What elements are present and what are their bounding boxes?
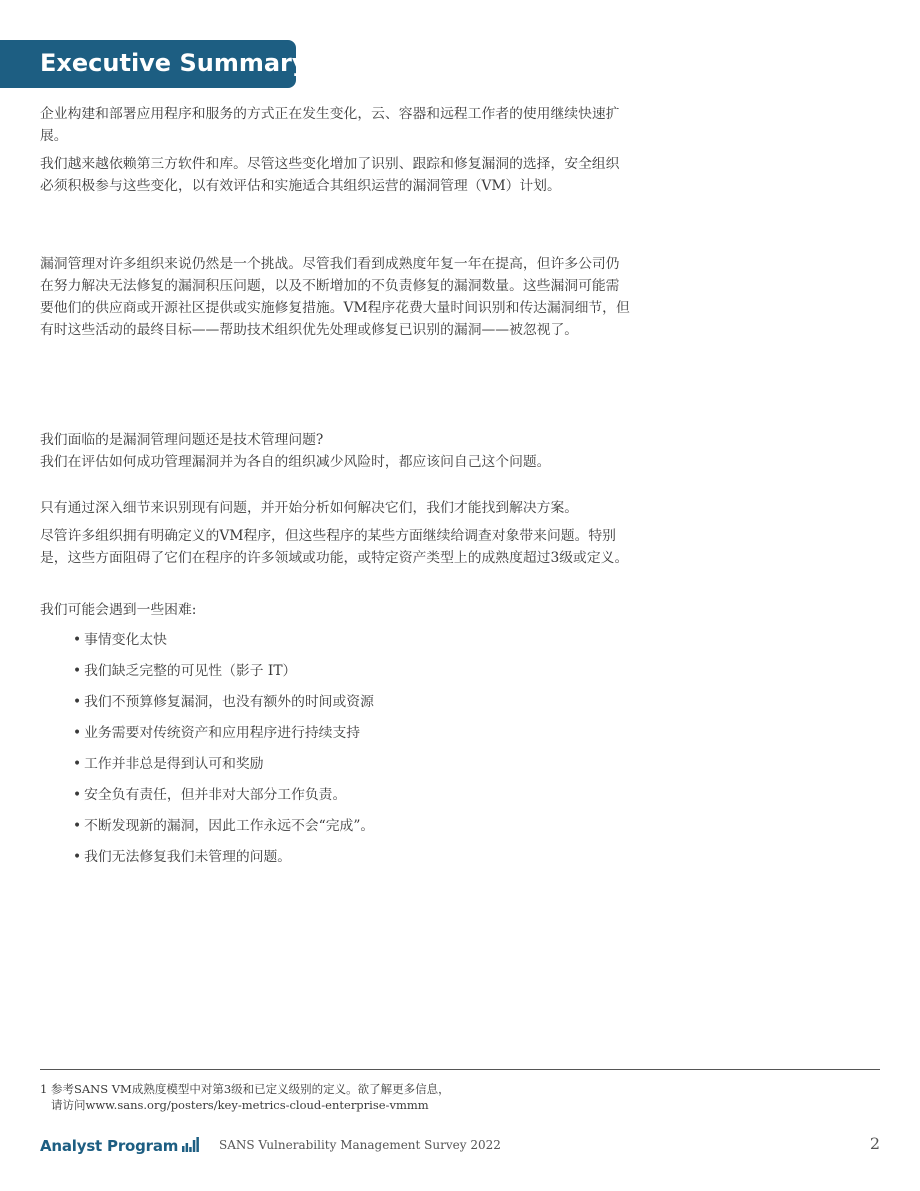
list-item: • 我们缺乏完整的可见性（影子 IT） [73,660,632,691]
paragraph: 我们在评估如何成功管理漏洞并为各自的组织减少风险时，都应该问自己这个问题。 [40,454,551,470]
page-number: 2 [869,1134,880,1153]
paragraph: 企业构建和部署应用程序和服务的方式正在发生变化，云、容器和远程工作者的使用继续快速扩展。 [40,106,620,144]
difficulty-list [40,629,632,877]
list-item: • 我们不预算修复漏洞，也没有额外的时间或资源 [73,691,632,722]
list-item: • 业务需要对传统资产和应用程序进行持续支持 [73,722,632,753]
brand-name: Analyst Program [40,1137,179,1155]
footnote-divider [40,1069,880,1070]
footer-brand [40,1133,199,1155]
paragraph: 漏洞管理对许多组织来说仍然是一个挑战。尽管我们看到成熟度年复一年在提高，但许多公司仍在努力解决无法修复的漏洞积压问题，以及不断增加的不负责修复的漏洞数量。这些漏洞可能需要他们的供应商或开源社区提供或实施修复措施。VM程序花费大量时间识别和传达漏洞细节，但有时这些活动的最终目标——帮助技术组织优先处理或修复已识别的漏洞——被忽视了。 [40,256,630,338]
footer-survey-title: SANS Vulnerability Management Survey 2022 [219,1138,501,1152]
section-banner [0,40,308,88]
list-item: • 我们无法修复我们未管理的问题。 [73,846,632,877]
footnote-line: 1 参考SANS VM成熟度模型中对第3级和已定义级别的定义。欲了解更多信息， [40,1082,450,1096]
paragraph: 我们面临的是漏洞管理问题还是技术管理问题? [40,432,324,448]
paragraph: 尽管许多组织拥有明确定义的VM程序，但这些程序的某些方面继续给调查对象带来问题。特别是，这些方面阻碍了它们在程序的许多领域或功能，或特定资产类型上的成熟度超过3级或定义。 [40,528,629,566]
section-title: Executive Summary [40,49,308,77]
body-content [40,103,632,877]
footnote-line: 请访问www.sans.org/posters/key-metrics-cloud-enterprise-vmmm [51,1098,429,1112]
list-item: • 安全负有责任，但并非对大部分工作负责。 [73,784,632,815]
list-item: • 事情变化太快 [73,629,632,660]
list-item: • 工作并非总是得到认可和奖励 [73,753,632,784]
paragraph: 我们越来越依赖第三方软件和库。尽管这些变化增加了识别、跟踪和修复漏洞的选择，安全组织必须积极参与这些变化，以有效评估和实施适合其组织运营的漏洞管理（VM）计划。 [40,156,620,194]
bar-chart-icon [182,1137,199,1152]
paragraph: 我们可能会遇到一些困难: [40,602,197,618]
footnote [40,1081,880,1113]
paragraph: 只有通过深入细节来识别现有问题，并开始分析如何解决它们，我们才能找到解决方案。 [40,500,579,516]
list-item: • 不断发现新的漏洞，因此工作永远不会“完成”。 [73,815,632,846]
